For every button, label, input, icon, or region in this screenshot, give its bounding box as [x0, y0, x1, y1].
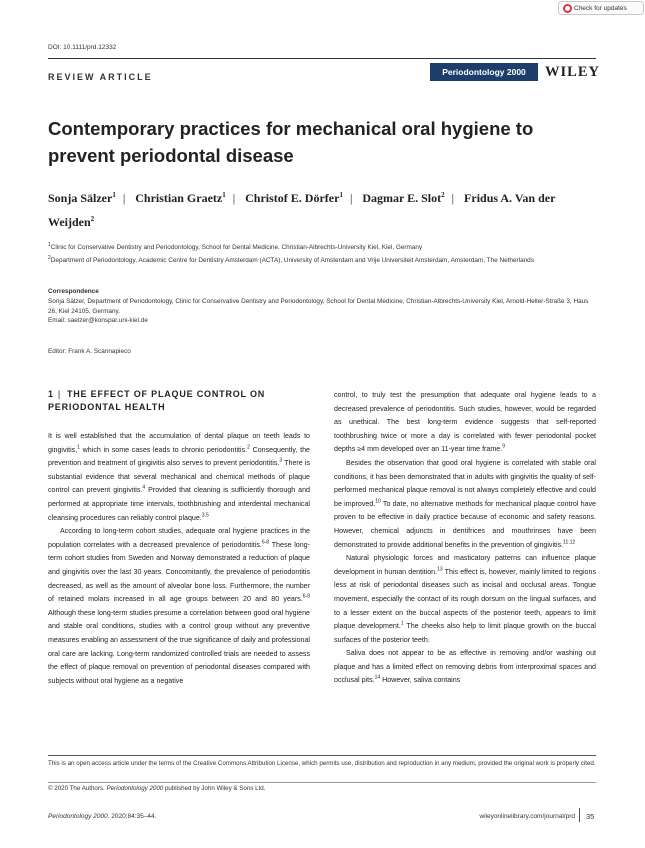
header-rule	[48, 58, 596, 59]
body-text: To date, no alternative methods for mechanical plaque control have proven to be effective in daily practice because of economic and safety reasons. However, chemical adjuncts in dentifrices and mouthrinses have been demonstrated to provide additional benefits in the prevention of gingivitis.	[334, 499, 596, 549]
author-name: Dagmar E. Slot	[362, 191, 442, 205]
body-text: Natural physiologic forces and masticatory patterns can influence plaque development in human dentition.	[334, 554, 596, 576]
author-name: Fridus A. Van der Weijden	[48, 191, 556, 229]
footer-citation	[48, 813, 156, 820]
copyright-rule	[48, 782, 596, 783]
journal-badge: Periodontology 2000	[430, 63, 538, 81]
copyright-journal: Periodontology 2000	[106, 785, 164, 792]
affiliation-text: Clinic for Conservative Dentistry and Periodontology, School for Dental Medicine, Christian-Albrechts-University Kiel, Kiel, Germany	[50, 244, 423, 252]
citation-ref[interactable]: 14	[374, 675, 381, 682]
footer-volume: 2020;84:35–44.	[111, 813, 157, 820]
citation-ref[interactable]: 2	[247, 444, 250, 451]
affiliation-number: 2	[48, 255, 51, 261]
affiliation	[48, 253, 598, 266]
affiliation-text: Department of Periodontology, Academic Centre for Dentistry Amsterdam (ACTA), University of Amsterdam and Vrije Universiteit Amsterdam, Amsterdam, The Netherlands	[50, 257, 534, 265]
footer-journal: Periodontology 2000.	[48, 813, 110, 820]
correspondence-block	[48, 297, 598, 326]
author-affiliation-mark: 1	[112, 191, 116, 199]
author-affiliation-mark: 1	[222, 191, 226, 199]
publisher-logo: WILEY	[545, 64, 600, 80]
author-name: Christof E. Dörfer	[245, 191, 340, 205]
body-text: There is substantial evidence that several mechanical and chemical methods of plaque control can prevent gingivitis.	[48, 459, 311, 495]
body-text: Consequently, the prevention and treatment of gingivitis also serves to prevent periodontitis.	[48, 445, 310, 468]
copyright-prefix: © 2020 The Authors.	[48, 785, 105, 792]
body-paragraph	[334, 389, 596, 457]
section-heading	[48, 388, 310, 414]
author-name: Christian Graetz	[135, 191, 223, 205]
body-paragraph	[334, 552, 596, 647]
license-text: This is an open access article under the terms of the Creative Commons Attribution License, which permits use, distribution and reproduction in any medium, provided the original work is properly cited.	[48, 760, 596, 767]
citation-ref[interactable]: 3	[279, 457, 283, 464]
section-separator: |	[57, 389, 61, 399]
citation-ref[interactable]: 13	[437, 566, 443, 573]
editor-line: Editor: Frank A. Scannapieco	[48, 348, 131, 355]
body-text: control, to truly test the presumption that adequate oral hygiene leads to a decreased prevalence of periodontitis. Such studies, however, would be regarded as unethical. The best long-term evidence suggests that self-reported toothbrushing twice or more a day is correlated with fewer periodontal pocket depths ≥4 mm developed over an 11-year time frame.	[334, 391, 596, 454]
citation-ref[interactable]: 9	[502, 444, 505, 451]
citation-ref[interactable]: 10	[375, 498, 381, 505]
body-text: This effect is, however, mainly limited to regions less at risk of periodontal diseases such as incisal and occlusal areas. Tongue movement, especially the contact of its rough dorsum on the lingual surfaces, and to a lesser extent on the buccal aspects of the posterior teeth, appears to limit plaque development.	[334, 567, 596, 631]
copyright-suffix: published by John Wiley & Sons Ltd.	[164, 785, 266, 792]
body-text: Provided that cleaning is sufficiently thorough and performed at appropriate time intervals, toothbrushing and interdental mechanical cleansing procedures can reliably control plaque.	[48, 486, 310, 522]
body-paragraph	[334, 457, 596, 552]
citation-ref[interactable]: 6-8	[302, 593, 310, 600]
section-title: THE EFFECT OF PLAQUE CONTROL ON PERIODONTAL HEALTH	[48, 389, 266, 412]
page-number: 35	[586, 812, 595, 821]
affiliation-number: 1	[48, 242, 51, 248]
article-title: Contemporary practices for mechanical oral hygiene to prevent periodontal disease	[48, 118, 534, 166]
citation-ref[interactable]: 4	[142, 485, 146, 492]
section-number: 1	[48, 389, 54, 399]
body-text: These long-term cohort studies from Sweden and Norway demonstrated a reduction of plaque and gingivitis over the last 30 years. Concomitantly, the prevalence of periodontitis decreased, as well as the amount of alveolar bone loss. Furthermore, the number of retained molars increased in all age groups between 20 and 80 years.	[48, 540, 310, 604]
body-paragraph	[48, 430, 310, 525]
correspondence-heading: Correspondence	[48, 288, 99, 295]
citation-ref[interactable]: 1	[77, 444, 80, 451]
body-paragraph	[334, 647, 596, 688]
correspondence-address: Sonja Sälzer, Department of Periodontology, Clinic for Conservative Dentistry and Periodontology, School for Dental Medicine, Christian-Albrechts-University Kiel, Arnold-Heller-Straße 3, Haus 26, Kiel 24105, Germany.	[48, 298, 589, 315]
article-type: REVIEW ARTICLE	[48, 72, 153, 82]
footer-url[interactable]: wileyonlinelibrary.com/journal/prd	[479, 813, 575, 820]
author-list: Sonja Sälzer$^1$ | Christian Graetz$^1$ | Christof E. Dörfer$^1$ | Dagmar E. Slot$^2$ | Fridus A. Van der Weijden$^2$	[48, 191, 556, 229]
author-affiliation-mark: 2	[90, 215, 95, 223]
doi: DOI: 10.1111/prd.12332	[48, 44, 117, 51]
body-paragraph	[48, 525, 310, 688]
citation-ref[interactable]: 11,12	[563, 539, 576, 546]
crossmark-icon	[563, 4, 572, 13]
author-affiliation-mark: 1	[339, 191, 343, 199]
check-for-updates-label: Check for updates	[574, 5, 627, 12]
body-text: It is well established that the accumulation of dental plaque on teeth leads to gingivitis,	[48, 432, 310, 454]
license-rule	[48, 755, 596, 756]
affiliation	[48, 240, 598, 253]
body-text: Saliva does not appear to be as effective in removing and/or washing out plaque and has a limited effect on removing debris from interproximal spaces and occlusal pits.	[334, 649, 596, 685]
body-text: According to long-term cohort studies, adequate oral hygiene practices in the population correlates with a decreased prevalence of periodontitis.	[48, 527, 310, 549]
citation-ref[interactable]: 3,5	[201, 512, 209, 519]
body-column-left	[48, 430, 310, 688]
body-text: However, saliva contains	[380, 676, 461, 685]
citation-ref[interactable]: 6-8	[261, 539, 270, 546]
check-for-updates-button[interactable]	[558, 1, 644, 15]
correspondence-email[interactable]: Email: saelzer@konspar.uni-kiel.de	[48, 317, 148, 324]
author-affiliation-mark: 2	[441, 191, 445, 199]
citation-ref[interactable]: 1	[400, 620, 404, 627]
body-text: Although these long-term studies presume a correlation between good oral hygiene and stable oral conditions, studies with a control group without any preventive measures enabling an assessment of the true significance of daily and professional oral care are lacking. Long-term randomized controlled trials are needed to assess the effect of plaque removal on prevention of periodontal diseases compared with subjects without oral hygiene as a negative	[48, 608, 310, 685]
body-column-right	[334, 389, 596, 688]
copyright-line	[48, 785, 265, 792]
footer-divider	[579, 808, 580, 822]
body-text: which in some cases leads to chronic periodontitis.	[79, 445, 248, 454]
body-text: The cheeks also help to limit plaque growth on the buccal surfaces of the posterior teeth.	[334, 622, 596, 644]
body-text: Besides the observation that good oral hygiene is correlated with stable oral conditions, it has been demonstrated that in adults with gingivitis the quality of self-performed mechanical plaque removal is not always completely effective and could be improved.	[334, 458, 596, 508]
author-name: Sonja Sälzer	[48, 191, 113, 205]
